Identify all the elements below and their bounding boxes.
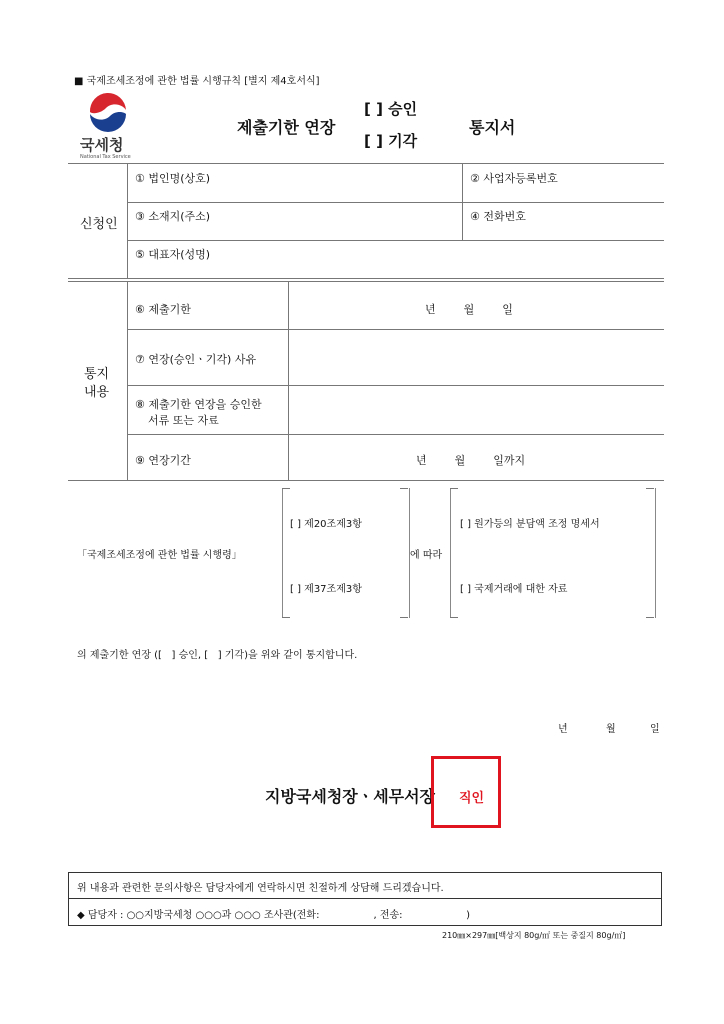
period-value: 년 월 일까지 [416,454,526,467]
statement: 의 제출기한 연장 ([ ] 승인, [ ] 기각)을 위와 같이 통지합니다. [77,650,358,661]
field-rep: ⑤ 대표자(성명) [135,248,211,261]
footer-note: 위 내용과 관련한 문의사항은 담당자에게 연락하시면 친절하게 상담해 드리겠습니다. [77,883,444,894]
row-divider [127,385,664,386]
date-month: 월 [606,724,616,735]
form-reference: ■ 국제조세조정에 관한 법률 시행규칙 [별지 제4호서식] [74,76,320,87]
row-divider [127,240,664,241]
date-day: 일 [650,724,660,735]
paper-spec: 210㎜×297㎜[백상지 80g/㎡ 또는 중질지 80g/㎡] [442,931,626,940]
issuer: 지방국세청장ㆍ세무서장 [265,787,436,806]
logo-subtext: National Tax Service [80,154,131,160]
bracket-group-1 [282,488,410,618]
field-corp-name: ① 법인명(상호) [135,172,211,185]
col-divider [127,164,128,279]
title-option-reject: [ ] 기각 [364,132,418,150]
law-option-cost: [ ] 원가등의 분담액 조정 명세서 [460,519,600,530]
col-divider [462,164,463,241]
title-option-approve: [ ] 승인 [364,100,418,118]
logo-text: 국세청 [80,136,124,154]
law-act: 「국제조세조정에 관한 법률 시행령」 [77,550,242,561]
notice-label-1: 통지 [84,367,110,382]
notice-label-2: 내용 [84,385,110,400]
row-divider [127,202,664,203]
section-divider [68,480,664,481]
taegeuk-logo-icon [78,90,138,134]
seal-text: 직인 [459,791,485,806]
deadline-value: 년 월 일 [425,303,513,316]
field-biz-no: ② 사업자등록번호 [470,172,558,185]
applicant-label: 신청인 [80,217,118,232]
field-period: ⑨ 연장기간 [135,454,191,467]
field-phone: ④ 전화번호 [470,210,526,223]
section-divider [68,278,664,279]
col-divider [127,282,128,480]
law-option-20: [ ] 제20조제3항 [290,519,362,530]
date-year: 년 [558,724,568,735]
title-right: 통지서 [469,118,516,137]
nts-logo [74,90,144,162]
field-reason: ⑦ 연장(승인ㆍ기각) 사유 [135,353,257,366]
field-address: ③ 소재지(주소) [135,210,211,223]
footer-contact: ◆ 담당자 : ○○지방국세청 ○○○과 ○○○ 조사관(전화: , 전송: ) [77,910,471,921]
row-divider [127,434,664,435]
bracket-group-2 [450,488,656,618]
row-divider [127,329,664,330]
section-divider [68,281,664,282]
table-top-border [68,163,664,164]
law-option-intl: [ ] 국제거래에 대한 자료 [460,584,568,595]
field-deadline: ⑥ 제출기한 [135,303,191,316]
field-docs-line2: 서류 또는 자료 [148,414,219,427]
title-left: 제출기한 연장 [237,118,336,137]
law-option-37: [ ] 제37조제3항 [290,584,362,595]
col-divider [288,282,289,480]
field-docs-line1: ⑧ 제출기한 연장을 승인한 [135,398,262,411]
law-connector: 에 따라 [410,550,443,561]
